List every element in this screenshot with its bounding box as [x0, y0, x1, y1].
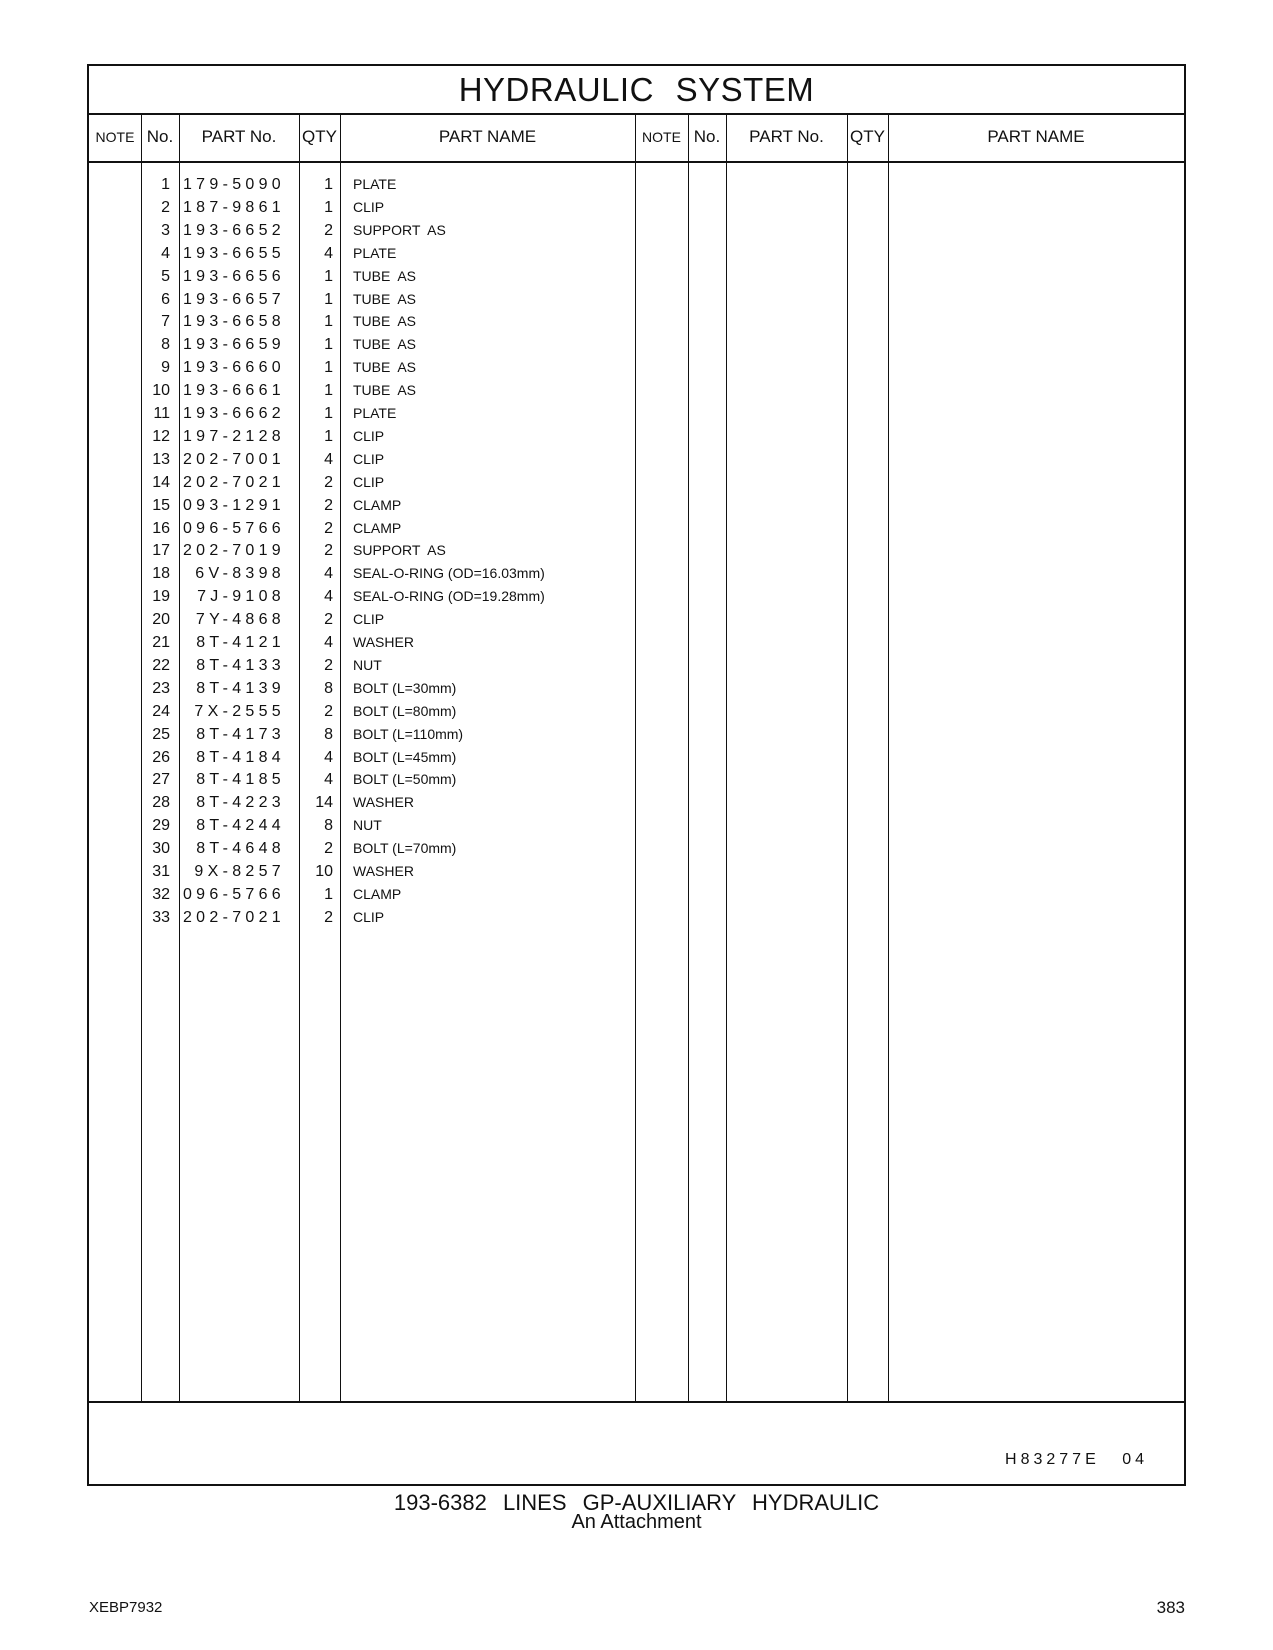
table-row — [89, 359, 1188, 382]
part-name: PLATE — [353, 244, 397, 261]
part-number: 9X-8257 — [194, 863, 285, 880]
part-name: TUBE AS — [353, 382, 417, 399]
part-number: 6V-8398 — [195, 565, 285, 583]
item-number: 10 — [152, 382, 170, 400]
header-qty-right: QTY — [850, 127, 885, 146]
part-name: SUPPORT AS — [353, 542, 446, 559]
header-no: No. — [146, 127, 174, 146]
table-row — [89, 565, 1188, 588]
item-number: 24 — [152, 702, 170, 720]
table-row — [89, 680, 1188, 703]
part-number: 8T-4121 — [196, 634, 285, 651]
item-number: 28 — [152, 794, 170, 812]
part-name: CLAMP — [353, 885, 402, 902]
table-row — [89, 726, 1188, 749]
item-number: 29 — [152, 817, 170, 835]
quantity: 8 — [324, 725, 333, 743]
item-number: 15 — [152, 496, 170, 514]
item-number: 23 — [152, 679, 170, 697]
part-number: 8T-4184 — [196, 748, 285, 766]
quantity: 2 — [324, 908, 333, 926]
part-number: 8T-4223 — [196, 794, 285, 812]
part-number: 7J-9108 — [197, 588, 285, 606]
item-number: 27 — [152, 771, 170, 789]
part-name: BOLT (L=110mm) — [353, 725, 464, 742]
quantity: 1 — [324, 382, 333, 400]
part-number: 093-1291 — [182, 496, 285, 514]
table-row — [89, 428, 1188, 451]
table-row — [89, 199, 1188, 222]
part-number: 179-5090 — [182, 176, 285, 193]
part-number: 8T-4173 — [196, 725, 285, 743]
part-name: BOLT (L=80mm) — [353, 702, 457, 719]
quantity: 1 — [324, 885, 333, 903]
part-name: CLIP — [353, 198, 385, 215]
quantity: 2 — [324, 840, 333, 858]
table-row — [89, 634, 1188, 657]
part-number: 193-6658 — [182, 313, 285, 331]
header-part-no-right: PART No. — [749, 127, 824, 146]
part-name: SUPPORT AS — [353, 221, 446, 238]
quantity: 1 — [324, 336, 333, 354]
header-qty: QTY — [302, 127, 337, 146]
header-part-no: PART No. — [201, 127, 277, 146]
part-number: 187-9861 — [182, 198, 285, 216]
item-number: 12 — [152, 427, 170, 445]
table-row — [89, 245, 1188, 268]
item-number: 33 — [152, 908, 170, 926]
page-number: 383 — [1156, 1598, 1185, 1617]
item-number: 14 — [152, 473, 170, 491]
table-row — [89, 382, 1188, 405]
header-note-right: NOTE — [642, 129, 681, 145]
part-name: CLIP — [353, 473, 385, 490]
item-number: 20 — [152, 611, 170, 629]
part-name: NUT — [353, 656, 382, 673]
quantity: 1 — [324, 267, 333, 285]
group-subcaption: An Attachment — [571, 1511, 702, 1533]
quantity: 4 — [324, 748, 333, 766]
table-row — [89, 336, 1188, 359]
table-row — [89, 749, 1188, 772]
header-no-right: No. — [693, 127, 721, 146]
item-number: 32 — [152, 885, 170, 903]
item-number: 1 — [161, 176, 170, 193]
table-row — [89, 497, 1188, 520]
part-name: CLAMP — [353, 519, 402, 536]
table-bottom-rule — [89, 1401, 1184, 1403]
part-name: BOLT (L=50mm) — [353, 771, 457, 788]
item-number: 7 — [161, 313, 170, 331]
part-number: 202-7021 — [182, 908, 285, 926]
table-header-row — [89, 113, 1184, 163]
part-name: NUT — [353, 817, 382, 834]
item-number: 2 — [161, 198, 170, 216]
part-number: 202-7019 — [182, 542, 285, 560]
table-row — [89, 176, 1188, 199]
quantity: 8 — [324, 817, 333, 835]
part-number: 193-6661 — [182, 382, 285, 400]
part-number: 7Y-4868 — [195, 611, 285, 629]
quantity: 2 — [324, 221, 333, 239]
table-row — [89, 405, 1188, 428]
item-number: 18 — [152, 565, 170, 583]
item-number: 22 — [152, 656, 170, 674]
table-row — [89, 657, 1188, 680]
quantity: 4 — [324, 244, 333, 262]
part-name: CLIP — [353, 450, 385, 467]
part-number: 193-6655 — [182, 244, 285, 262]
item-number: 5 — [161, 267, 170, 285]
part-name: PLATE — [353, 176, 397, 192]
quantity: 4 — [324, 565, 333, 583]
quantity: 8 — [324, 679, 333, 697]
part-number: 096-5766 — [182, 885, 285, 903]
table-row — [89, 771, 1188, 794]
item-number: 11 — [153, 405, 170, 422]
item-number: 30 — [152, 840, 170, 858]
part-number: 8T-4648 — [196, 840, 285, 858]
table-row — [89, 222, 1188, 245]
item-number: 6 — [161, 290, 170, 308]
part-number: 7X-2555 — [194, 702, 285, 720]
table-row — [89, 863, 1188, 886]
part-number: 8T-4133 — [196, 656, 285, 674]
part-name: WASHER — [353, 863, 414, 879]
quantity: 10 — [315, 863, 333, 880]
quantity: 2 — [324, 519, 333, 537]
table-row — [89, 542, 1188, 565]
part-name: CLAMP — [353, 496, 402, 513]
table-row — [89, 451, 1188, 474]
table-row — [89, 886, 1188, 909]
part-number: 197-2128 — [182, 427, 285, 445]
part-name: BOLT (L=30mm) — [353, 679, 457, 696]
part-number: 193-6656 — [182, 267, 285, 285]
quantity: 1 — [324, 290, 333, 308]
quantity: 1 — [324, 427, 333, 445]
part-name: WASHER — [353, 634, 414, 650]
part-number: 193-6652 — [182, 221, 285, 239]
parts-table-frame — [87, 64, 1186, 1486]
item-number: 13 — [152, 450, 170, 468]
quantity: 1 — [324, 313, 333, 331]
part-number: 8T-4244 — [196, 817, 285, 835]
item-number: 25 — [152, 725, 170, 743]
part-name: SEAL-O-RING (OD=19.28mm) — [353, 588, 545, 605]
quantity: 1 — [324, 176, 333, 193]
part-number: 096-5766 — [182, 519, 285, 537]
part-name: TUBE AS — [353, 336, 417, 353]
quantity: 2 — [324, 496, 333, 514]
table-row — [89, 268, 1188, 291]
part-number: 193-6659 — [182, 336, 285, 354]
item-number: 21 — [152, 634, 170, 651]
part-name: TUBE AS — [353, 359, 417, 376]
quantity: 2 — [324, 473, 333, 491]
table-row — [89, 794, 1188, 817]
header-note: NOTE — [95, 129, 135, 145]
part-number: 8T-4139 — [196, 679, 285, 697]
part-name: TUBE AS — [353, 313, 417, 330]
table-row — [89, 313, 1188, 336]
part-name: SEAL-O-RING (OD=16.03mm) — [353, 565, 545, 582]
item-number: 9 — [161, 359, 170, 377]
table-row — [89, 611, 1188, 634]
item-number: 17 — [152, 542, 170, 560]
part-number: 8T-4185 — [196, 771, 285, 789]
quantity: 2 — [324, 611, 333, 629]
item-number: 31 — [152, 863, 170, 880]
quantity: 4 — [324, 634, 333, 651]
table-row — [89, 703, 1188, 726]
quantity: 2 — [324, 702, 333, 720]
item-number: 8 — [161, 336, 170, 354]
quantity: 1 — [324, 359, 333, 377]
part-name: CLIP — [353, 611, 385, 628]
item-number: 19 — [152, 588, 170, 606]
quantity: 1 — [324, 198, 333, 216]
table-row — [89, 588, 1188, 611]
table-row — [89, 840, 1188, 863]
part-number: 202-7021 — [182, 473, 285, 491]
item-number: 4 — [161, 244, 170, 262]
part-number: 202-7001 — [182, 450, 285, 468]
quantity: 4 — [324, 588, 333, 606]
part-name: CLIP — [353, 908, 385, 925]
part-name: CLIP — [353, 427, 385, 444]
part-name: BOLT (L=70mm) — [353, 840, 457, 857]
table-title: HYDRAULIC SYSTEM — [89, 66, 1184, 115]
header-part-name-right: PART NAME — [987, 127, 1085, 146]
part-name: BOLT (L=45mm) — [353, 748, 457, 765]
part-name: TUBE AS — [353, 267, 417, 284]
document-id: XEBP7932 — [89, 1599, 163, 1616]
quantity: 4 — [324, 771, 333, 789]
table-row — [89, 817, 1188, 840]
quantity: 1 — [324, 405, 333, 422]
part-name: TUBE AS — [353, 290, 417, 307]
table-row — [89, 291, 1188, 314]
table-row — [89, 520, 1188, 543]
table-row — [89, 474, 1188, 497]
header-part-name: PART NAME — [438, 127, 537, 146]
item-number: 16 — [152, 519, 170, 537]
quantity: 4 — [324, 450, 333, 468]
drawing-code: H83277E 04 — [1005, 1451, 1148, 1468]
part-name: WASHER — [353, 794, 414, 811]
table-row — [89, 909, 1188, 932]
quantity: 2 — [324, 542, 333, 560]
part-number: 193-6662 — [182, 405, 285, 422]
part-number: 193-6660 — [182, 359, 285, 377]
part-number: 193-6657 — [182, 290, 285, 308]
quantity: 14 — [315, 794, 333, 812]
quantity: 2 — [324, 656, 333, 674]
group-caption: 193-6382 LINES GP-AUXILIARY HYDRAULIC — [393, 1490, 880, 1515]
item-number: 26 — [152, 748, 170, 766]
item-number: 3 — [161, 221, 170, 239]
part-name: PLATE — [353, 405, 397, 421]
